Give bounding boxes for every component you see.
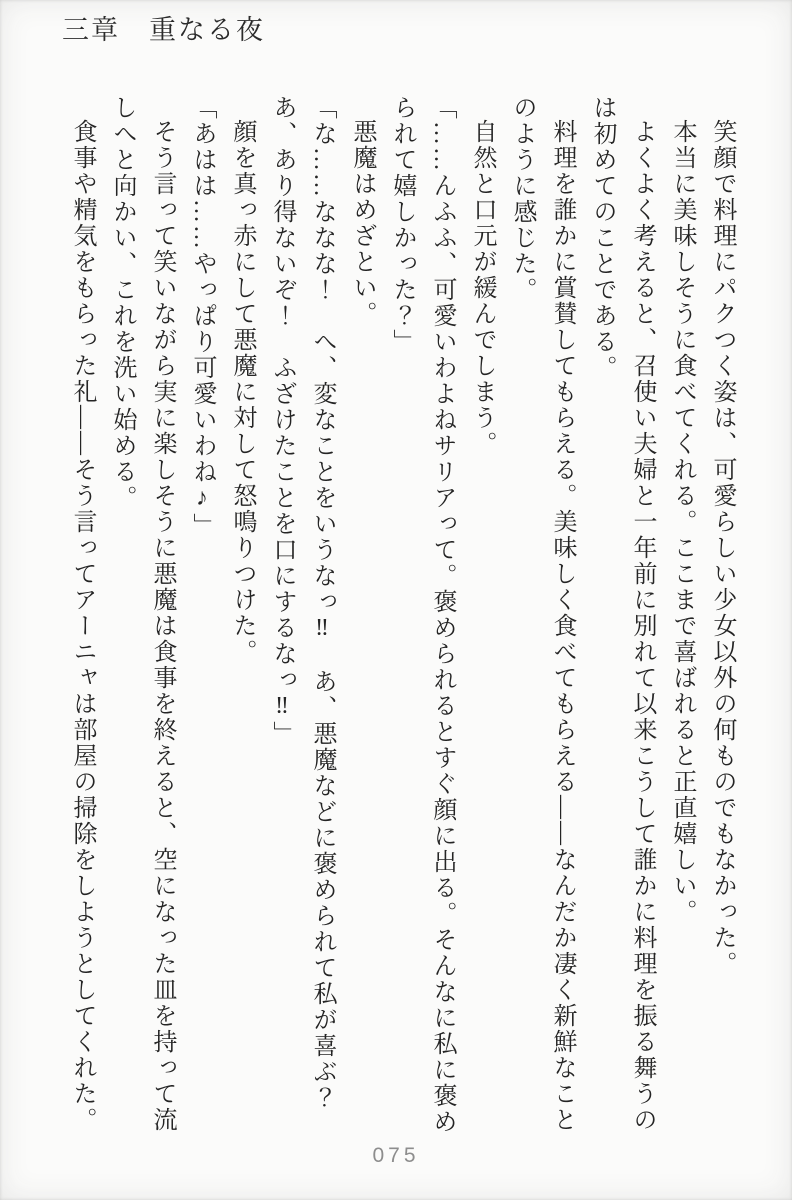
paragraph: そう言って笑いながら実に楽しそうに悪魔は食事を終えると、空になった皿を持って流しへと向かい、これを洗い始める。	[109, 95, 175, 1133]
paragraph: 「……んふふ、可愛いわよねサリアって。褒められるとすぐ顔に出る。そんなに私に褒められて嬉しかった？」	[389, 95, 455, 1135]
page-number: 075	[372, 1144, 420, 1167]
paragraph: 「あはは……やっぱり可愛いわね♪」	[189, 95, 215, 539]
paragraph: 料理を誰かに賞賛してもらえる。美味しく食べてもらえる——なんだか凄く新鮮なことのように感じた。	[509, 95, 575, 1133]
paragraph: 顔を真っ赤にして悪魔に対して怒鳴りつけた。	[229, 119, 255, 665]
paragraph: 食事や精気をもらった礼——そう言ってアーニャは部屋の掃除をしようとしてくれた。	[69, 119, 95, 1133]
chapter-heading: 三章 重なる夜	[62, 15, 265, 45]
paragraph: 本当に美味しそうに食べてくれる。ここまで喜ばれると正直嬉しい。	[669, 119, 695, 925]
paragraph: 悪魔はめざとい。	[349, 119, 375, 327]
page-text	[58, 95, 742, 1135]
paragraph: よくよく考えると、召使い夫婦と一年前に別れて以来こうして誰かに料理を振る舞うのは初めてのことである。	[589, 95, 655, 1133]
paragraph: 「な……ななな！ へ、変なことをいうなっ‼ あ、悪魔などに褒められて私が喜ぶ？ あ、あり得ないぞ！ ふざけたことを口にするなっ‼」	[269, 95, 335, 1137]
paragraph: 笑顔で料理にパクつく姿は、可愛らしい少女以外の何ものでもなかった。	[709, 119, 735, 977]
paragraph: 自然と口元が緩んでしまう。	[469, 119, 495, 457]
